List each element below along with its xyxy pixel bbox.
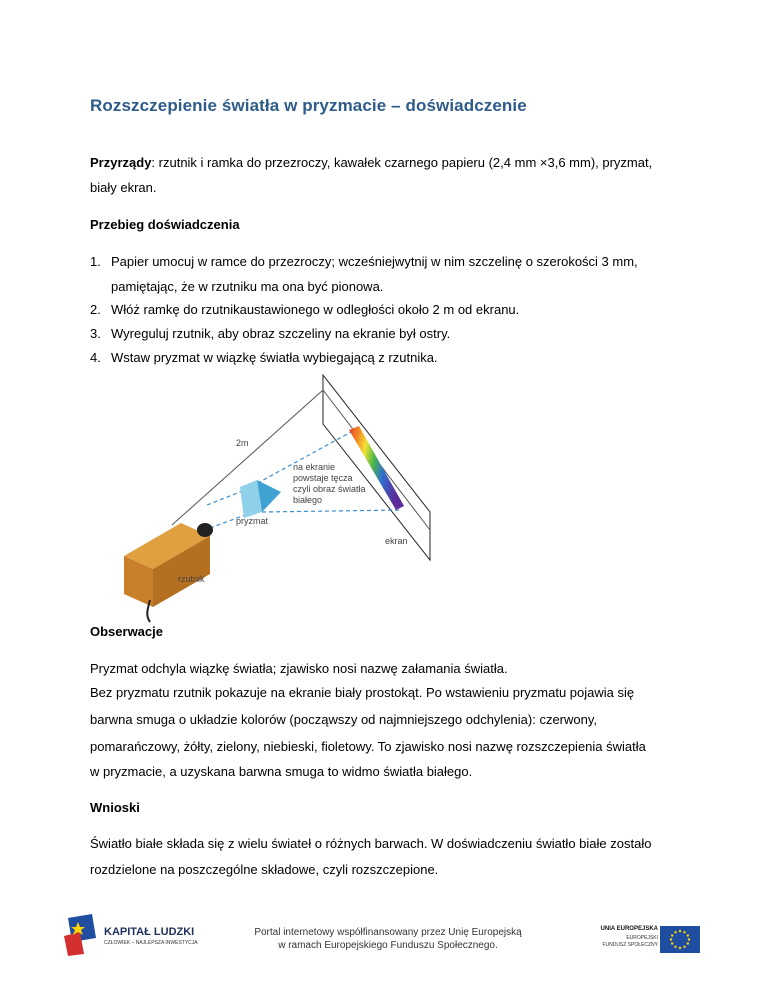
kapital-ludzki-subtitle: CZŁOWIEK – NAJLEPSZA INWESTYCJA xyxy=(104,940,198,946)
eu-line: FUNDUSZ SPOŁECZNY xyxy=(602,942,658,948)
distance-label: 2m xyxy=(236,438,249,448)
step-number: 1. xyxy=(90,254,101,269)
observation-line: pomarańczowy, żółty, zielony, niebieski, fioletowy. To zjawisko nosi nazwę rozszczepienia światła xyxy=(90,739,646,754)
instruments-line1 xyxy=(90,155,652,171)
conclusions-heading: Wnioski xyxy=(90,800,140,815)
rainbow-note-line: czyli obraz światła xyxy=(293,484,366,494)
kapital-ludzki-title: KAPITAŁ LUDZKI xyxy=(104,926,195,938)
step-text: Wstaw pryzmat w wiązkę światła wybiegającą z rzutnika. xyxy=(111,350,438,365)
kapital-ludzki-logo xyxy=(62,912,212,956)
observation-line: barwna smuga o układzie kolorów (począwszy od najmniejszego odchylenia): czerwony, xyxy=(90,712,598,727)
light-beam xyxy=(207,490,245,505)
footer-line: w ramach Europejskiego Funduszu Społecznego. xyxy=(278,940,498,951)
step-number: 3. xyxy=(90,326,101,341)
footer-line: Portal internetowy współfinansowany przez Unię Europejską xyxy=(254,927,522,938)
screen-label: ekran xyxy=(385,536,408,546)
step-text: Włóż ramkę do rzutnikaustawionego w odległości około 2 m od ekranu. xyxy=(111,302,520,317)
observation-line: Bez pryzmatu rzutnik pokazuje na ekranie biały prostokąt. Po wstawieniu pryzmatu pojawia się xyxy=(90,685,635,700)
procedure-heading: Przebieg doświadczenia xyxy=(90,217,240,232)
prism-experiment-figure xyxy=(110,370,450,630)
instruments-label: Przyrządy xyxy=(90,155,152,170)
step-number: 2. xyxy=(90,302,101,317)
observation-line: w pryzmacie, a uzyskana barwna smuga to widmo światła białego. xyxy=(90,764,473,779)
footer-funding-note xyxy=(238,926,538,952)
rainbow-note-line: białego xyxy=(293,495,323,505)
eu-title: UNIA EUROPEJSKA xyxy=(600,926,658,932)
step-text: Papier umocuj w ramce do przezroczy; wcześniejwytnij w nim szczelinę o szerokości 3 mm, xyxy=(111,254,638,269)
eu-logo xyxy=(580,926,700,954)
page-title: Rozszczepienie światła w pryzmacie – doświadczenie xyxy=(90,96,527,115)
observations-heading: Obserwacje xyxy=(90,624,163,639)
rainbow-note-line: na ekranie xyxy=(293,462,336,472)
prism-label: pryzmat xyxy=(236,516,269,526)
instruments-text: : rzutnik i ramka do przezroczy, kawałek czarnego papieru (2,4 mm ×3,6 mm), pryzmat, xyxy=(151,155,653,170)
observation-line: Pryzmat odchyla wiązkę światła; zjawisko nosi nazwę załamania światła. xyxy=(90,661,508,676)
eu-line: EUROPEJSKI xyxy=(626,935,658,941)
projector-label: rzutnik xyxy=(178,574,205,584)
projector-lens xyxy=(197,523,213,537)
rainbow-note-line: powstaje tęcza xyxy=(293,473,353,483)
step-text: Wyreguluj rzutnik, aby obraz szczeliny na ekranie był ostry. xyxy=(111,326,451,341)
conclusion-line: rozdzielone na poszczególne składowe, czyli rozszczepione. xyxy=(90,862,439,877)
kapital-ludzki-emblem xyxy=(62,912,102,956)
step-text: pamiętając, że w rzutniku ma ona być pionowa. xyxy=(111,279,384,294)
instruments-line2: biały ekran. xyxy=(90,180,157,195)
eu-flag-icon xyxy=(660,926,700,953)
conclusion-line: Światło białe składa się z wielu świateł o różnych barwach. W doświadczeniu światło białe zostało xyxy=(90,836,652,851)
step-number: 4. xyxy=(90,350,101,365)
